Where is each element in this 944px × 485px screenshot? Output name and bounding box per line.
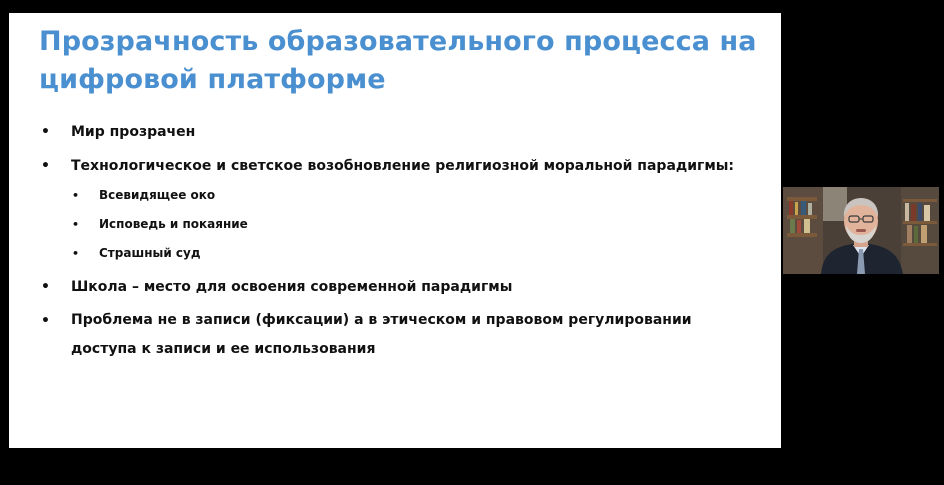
bullet-list bbox=[39, 117, 779, 368]
sub-bullet-list bbox=[39, 181, 779, 268]
bullet-item bbox=[39, 151, 779, 268]
bullet-item bbox=[39, 306, 779, 364]
participant-video-tile[interactable] bbox=[783, 187, 939, 274]
sub-bullet-dot-icon: • bbox=[72, 247, 80, 260]
bullet-text: Школа – место для освоения современной парадигмы bbox=[71, 279, 513, 295]
bullet-dot-icon: • bbox=[41, 158, 50, 174]
sub-bullet-dot-icon: • bbox=[72, 218, 80, 231]
bullet-dot-icon: • bbox=[41, 279, 50, 295]
sub-bullet-item bbox=[39, 210, 779, 239]
person-video-icon bbox=[783, 187, 939, 274]
slide-title: Прозрачность образовательного процесса на цифровой платформе bbox=[39, 26, 757, 95]
sub-bullet-text: Всевидящее око bbox=[99, 188, 216, 202]
bullet-item bbox=[39, 117, 779, 147]
shared-slide bbox=[9, 13, 781, 448]
sub-bullet-dot-icon: • bbox=[72, 189, 80, 202]
bullet-text: Технологическое и светское возобновление религиозной моральной парадигмы: bbox=[71, 158, 735, 174]
sub-bullet-item bbox=[39, 181, 779, 210]
sub-bullet-text: Исповедь и покаяние bbox=[99, 217, 248, 231]
bullet-dot-icon: • bbox=[41, 124, 50, 140]
bullet-text: Мир прозрачен bbox=[71, 124, 196, 140]
bullet-text: Проблема не в записи (фиксации) а в этическом и правовом регулировании доступа к записи и ее использования bbox=[71, 312, 692, 357]
bullet-dot-icon: • bbox=[41, 313, 50, 329]
bullet-item bbox=[39, 272, 779, 302]
sub-bullet-item bbox=[39, 239, 779, 268]
sub-bullet-text: Страшный суд bbox=[99, 246, 201, 260]
